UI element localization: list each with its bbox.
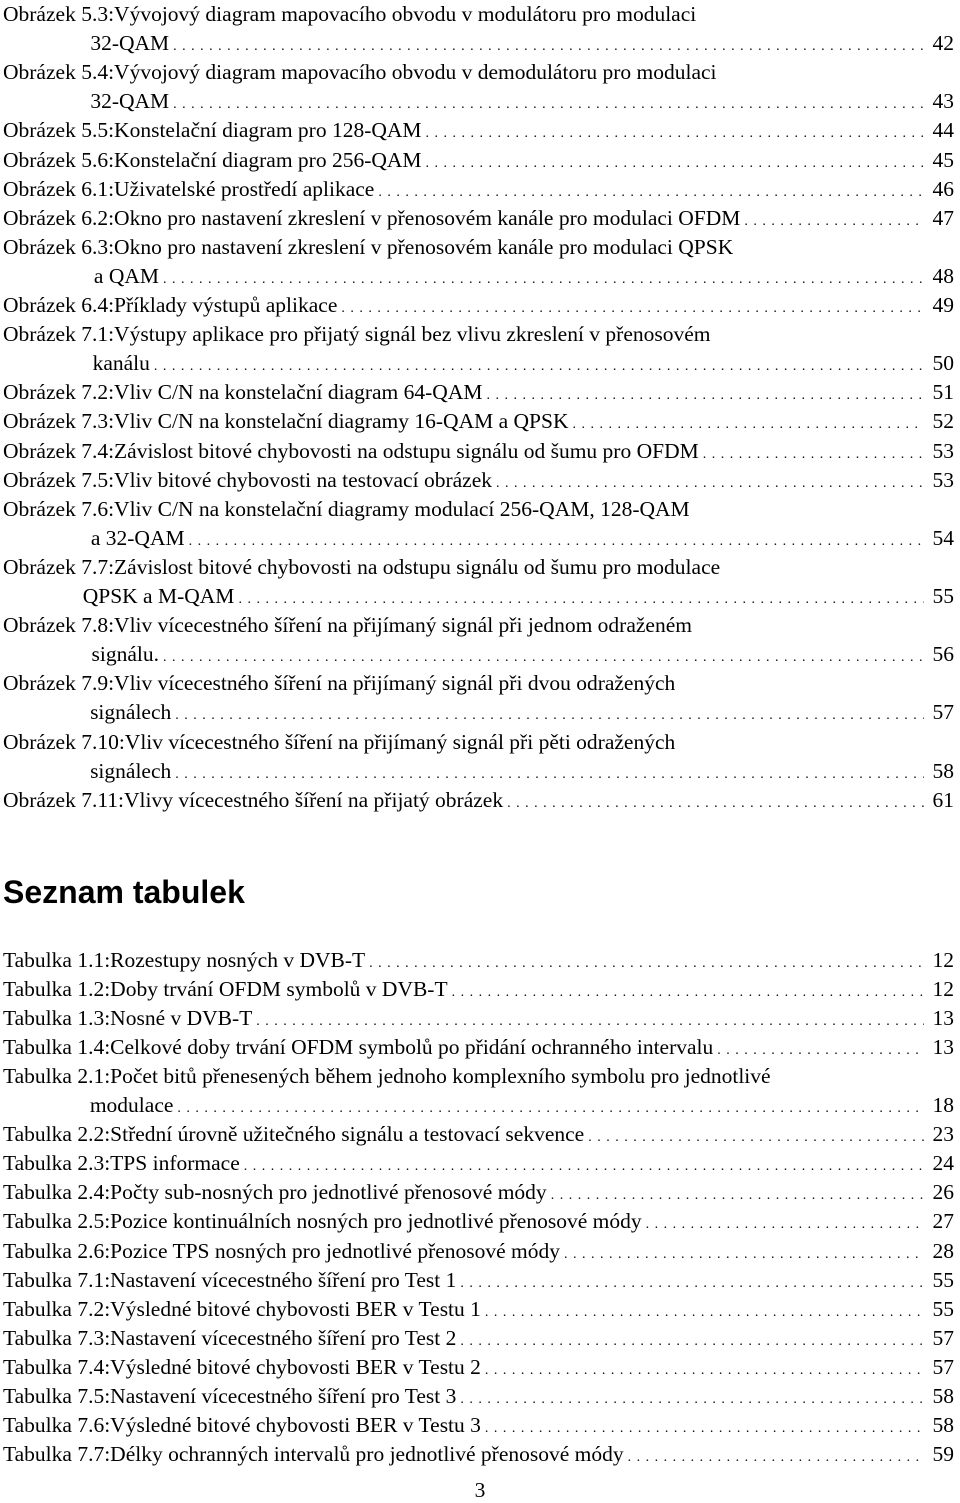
dot-leader: [485, 1414, 924, 1443]
entry-number: Tabulka 7.6:: [3, 1412, 111, 1437]
entry-number: Tabulka 7.1:: [3, 1267, 111, 1292]
dot-leader: [572, 410, 924, 439]
entry-title: Doby trvání OFDM symbolů v DVB-T: [110, 977, 448, 1002]
figure-entry-line: [3, 29, 954, 58]
entry-title: Závislost bitové chybovosti na odstupu signálu od šumu pro modulace: [114, 554, 721, 579]
entry-title: Příklady výstupů aplikace: [114, 293, 338, 317]
dot-leader: [175, 701, 924, 730]
entry-title: Nastavení vícecestného šíření pro Test 3: [110, 1383, 457, 1408]
figure-entry-line: [3, 524, 954, 553]
dot-leader: [551, 1181, 924, 1210]
entry-page-number: 58: [932, 758, 954, 783]
entry-title: Počet bitů přenesených během jednoho komplexního symbolu pro jednotlivé: [110, 1064, 771, 1089]
entry-number: Obrázek 6.2:: [3, 205, 115, 230]
figure-entry-line: [3, 262, 954, 291]
entry-number: Tabulka 1.4:: [3, 1035, 111, 1060]
entry-number: Tabulka 2.3:: [3, 1151, 111, 1176]
entry-title: Okno pro nastavení zkreslení v přenosovém kanále pro modulaci OFDM: [114, 205, 741, 230]
entry-page-number: 55: [932, 1267, 954, 1292]
entry-title: Vývojový diagram mapovacího obvodu v modulátoru pro modulaci: [114, 2, 697, 26]
entry-title: Vliv vícecestného šíření na přijímaný signál při dvou odražených: [114, 671, 676, 696]
entry-title: Konstelační diagram pro 256-QAM: [114, 147, 422, 172]
entry-title: Okno pro nastavení zkreslení v přenosovém kanále pro modulaci QPSK: [114, 234, 734, 259]
entry-page-number: 55: [932, 1296, 954, 1321]
entry-title: Pozice TPS nosných pro jednotlivé přenosové módy: [110, 1238, 561, 1263]
dot-leader: [485, 1356, 924, 1385]
entry-page-number: 43: [932, 89, 954, 114]
figure-entry-line: [3, 466, 954, 495]
entry-page-number: 52: [932, 409, 954, 434]
dot-leader: [507, 789, 924, 818]
entry-page-number: 28: [932, 1238, 954, 1263]
entry-page-number: 27: [932, 1209, 954, 1234]
entry-page-number: 42: [932, 31, 954, 56]
entry-page-number: 48: [932, 263, 954, 288]
figure-entry-line: [3, 495, 954, 524]
entry-number: Obrázek 6.3:: [3, 234, 115, 259]
table-entry-line: [3, 1178, 954, 1207]
entry-page-number: 56: [932, 642, 954, 667]
entry-title: Výsledné bitové chybovosti BER v Testu 2: [110, 1354, 481, 1379]
page-number: 3: [474, 1478, 486, 1502]
figure-entry-line: [3, 669, 954, 698]
entry-title: signálech: [90, 758, 172, 783]
dot-leader: [378, 178, 924, 207]
entry-number: Obrázek 7.7:: [3, 554, 115, 579]
entry-number: Obrázek 6.1:: [3, 176, 115, 201]
table-entry-line: [3, 1033, 954, 1062]
entry-title: signálu.: [91, 642, 159, 667]
entry-page-number: 59: [932, 1441, 954, 1466]
entry-number: Obrázek 7.9:: [3, 671, 115, 696]
table-entry-line: [3, 1440, 954, 1469]
entry-title: Vliv C/N na konstelační diagramy modulací 256-QAM, 128-QAM: [114, 496, 690, 521]
entry-number: Obrázek 6.4:: [3, 293, 115, 317]
dot-leader: [717, 1036, 924, 1065]
dot-leader: [744, 207, 924, 236]
figure-entry-line: [3, 87, 954, 116]
dot-leader: [173, 90, 924, 119]
entry-number: Obrázek 5.6:: [3, 147, 115, 172]
entry-title: modulace: [89, 1093, 174, 1118]
table-entry-line: [3, 1382, 954, 1411]
entry-number: Tabulka 7.4:: [3, 1354, 111, 1379]
entry-number: Tabulka 1.1:: [3, 948, 111, 972]
dot-leader: [485, 1298, 924, 1327]
entry-page-number: 26: [932, 1180, 954, 1205]
dot-leader: [173, 32, 924, 61]
entry-title: 32-QAM: [90, 89, 170, 114]
entry-number: Tabulka 7.5:: [3, 1383, 111, 1408]
dot-leader: [238, 585, 924, 614]
figure-entry-line: [3, 553, 954, 582]
dot-leader: [244, 1152, 924, 1181]
entry-title: Výsledné bitové chybovosti BER v Testu 3: [110, 1412, 481, 1437]
entry-page-number: 18: [932, 1093, 954, 1118]
entry-number: Obrázek 5.3:: [3, 2, 115, 26]
figure-entry-line: [3, 320, 954, 349]
entry-number: Obrázek 7.10:: [3, 729, 125, 754]
figure-entry-line: [3, 437, 954, 466]
entry-number: Obrázek 7.1:: [3, 322, 115, 347]
entry-page-number: 57: [932, 1325, 954, 1350]
entry-title: Rozestupy nosných v DVB-T: [110, 948, 366, 972]
figure-entry-line: [3, 58, 954, 87]
figure-entry-line: [3, 291, 954, 320]
entry-title: Výsledné bitové chybovosti BER v Testu 1: [110, 1296, 481, 1321]
table-entry-line: [3, 1324, 954, 1353]
entry-number: Tabulka 7.2:: [3, 1296, 111, 1321]
entry-title: signálech: [90, 700, 172, 725]
dot-leader: [460, 1269, 924, 1298]
entry-title: TPS informace: [110, 1151, 240, 1176]
entry-page-number: 12: [932, 948, 954, 972]
entry-number: Tabulka 1.2:: [3, 977, 111, 1002]
entry-title: a 32-QAM: [90, 525, 185, 550]
figure-entry-line: [3, 0, 954, 29]
table-entry-line: [3, 1411, 954, 1440]
entry-page-number: 45: [932, 147, 954, 172]
table-entry-line: [3, 1266, 954, 1295]
entry-number: Tabulka 2.1:: [3, 1064, 111, 1089]
entry-number: Obrázek 7.11:: [3, 787, 124, 812]
dot-leader: [163, 643, 924, 672]
entry-number: Obrázek 7.3:: [3, 409, 115, 434]
entry-page-number: 57: [932, 700, 954, 725]
dot-leader: [460, 1327, 924, 1356]
entry-title: Uživatelské prostředí aplikace: [114, 176, 375, 201]
dot-leader: [369, 949, 924, 978]
entry-page-number: 58: [932, 1383, 954, 1408]
table-entry-line: [3, 1207, 954, 1236]
entry-title: a QAM: [93, 263, 160, 288]
entry-page-number: 58: [932, 1412, 954, 1437]
entry-page-number: 61: [932, 787, 954, 812]
entry-number: Tabulka 7.7:: [3, 1441, 111, 1466]
entry-title: QPSK a M-QAM: [82, 584, 235, 608]
figure-entry-line: [3, 204, 954, 233]
dot-leader: [460, 1385, 924, 1414]
dot-leader: [646, 1210, 924, 1239]
entry-page-number: 12: [932, 977, 954, 1002]
entry-number: Tabulka 2.6:: [3, 1238, 111, 1263]
entry-number: Tabulka 2.2:: [3, 1122, 111, 1147]
table-entry-line: [3, 1120, 954, 1149]
dot-leader: [628, 1443, 924, 1472]
dot-leader: [341, 294, 924, 323]
entry-page-number: 13: [932, 1035, 954, 1060]
dot-leader: [177, 1094, 924, 1123]
entry-page-number: 50: [932, 351, 954, 376]
dot-leader: [154, 352, 924, 381]
entry-title: Vliv vícecestného šíření na přijímaný signál při jednom odraženém: [114, 613, 692, 638]
entry-page-number: 49: [932, 293, 954, 317]
dot-leader: [163, 265, 924, 294]
entry-page-number: 46: [932, 176, 954, 201]
entry-number: Obrázek 7.8:: [3, 613, 115, 638]
entry-number: Obrázek 5.4:: [3, 60, 115, 85]
figure-entry-line: [3, 582, 954, 611]
dot-leader: [189, 527, 924, 556]
figure-entry-line: [3, 786, 954, 815]
figure-entry-line: [3, 146, 954, 175]
entry-page-number: 53: [932, 438, 954, 463]
dot-leader: [486, 381, 924, 410]
figure-entry-line: [3, 640, 954, 669]
table-entry-line: [3, 975, 954, 1004]
figure-entry-line: [3, 233, 954, 262]
entry-title: Vývojový diagram mapovacího obvodu v demodulátoru pro modulaci: [114, 60, 717, 85]
section-heading: Seznam tabulek: [3, 874, 245, 910]
entry-title: Střední úrovně užitečného signálu a testovací sekvence: [110, 1122, 585, 1147]
figure-entry-line: [3, 407, 954, 436]
entry-page-number: 13: [932, 1006, 954, 1031]
table-entry-line: [3, 1295, 954, 1324]
dot-leader: [256, 1007, 924, 1036]
entry-number: Obrázek 7.6:: [3, 496, 115, 521]
dot-leader: [588, 1123, 924, 1152]
figure-entry-line: [3, 728, 954, 757]
dot-leader: [426, 119, 924, 148]
dot-leader: [426, 149, 924, 178]
entry-title: Konstelační diagram pro 128-QAM: [114, 118, 422, 143]
entry-number: Tabulka 2.4:: [3, 1180, 111, 1205]
entry-number: Tabulka 1.3:: [3, 1006, 111, 1031]
entry-title: Nastavení vícecestného šíření pro Test 1: [110, 1267, 457, 1292]
entry-page-number: 57: [932, 1354, 954, 1379]
entry-number: Obrázek 5.5:: [3, 118, 115, 143]
figure-entry-line: [3, 175, 954, 204]
table-entry-line: [3, 1062, 954, 1091]
figure-entry-line: [3, 757, 954, 786]
dot-leader: [703, 440, 924, 469]
table-entry-line: [3, 1237, 954, 1266]
entry-page-number: 24: [932, 1151, 954, 1176]
entry-title: Nosné v DVB-T: [110, 1006, 253, 1031]
entry-number: Obrázek 7.5:: [3, 467, 115, 492]
figure-entry-line: [3, 116, 954, 145]
entry-title: Celkové doby trvání OFDM symbolů po přidání ochranného intervalu: [110, 1035, 714, 1060]
figure-entry-line: [3, 378, 954, 407]
entry-title: Vliv C/N na konstelační diagramy 16-QAM a QPSK: [114, 409, 569, 434]
entry-title: Vliv vícecestného šíření na přijímaný signál při pěti odražených: [124, 729, 676, 754]
entry-title: Výstupy aplikace pro přijatý signál bez vlivu zkreslení v přenosovém: [114, 322, 711, 347]
dot-leader: [452, 978, 924, 1007]
figure-entry-line: [3, 349, 954, 378]
entry-number: Obrázek 7.4:: [3, 438, 115, 463]
entry-page-number: 23: [932, 1122, 954, 1147]
entry-page-number: 44: [932, 118, 954, 143]
entry-title: Vliv bitové chybovosti na testovací obrázek: [114, 467, 492, 492]
dot-leader: [564, 1240, 924, 1269]
entry-page-number: 55: [932, 584, 954, 608]
entry-page-number: 47: [932, 205, 954, 230]
entry-number: Tabulka 7.3:: [3, 1325, 111, 1350]
dot-leader: [175, 760, 924, 789]
entry-title: Vlivy vícecestného šíření na přijatý obrázek: [124, 787, 504, 812]
table-entry-line: [3, 1353, 954, 1382]
entry-title: Délky ochranných intervalů pro jednotlivé přenosové módy: [110, 1441, 624, 1466]
figure-entry-line: [3, 698, 954, 727]
entry-title: 32-QAM: [90, 31, 170, 56]
entry-title: Nastavení vícecestného šíření pro Test 2: [110, 1325, 457, 1350]
entry-number: Obrázek 7.2:: [3, 380, 115, 405]
entry-page-number: 51: [932, 380, 954, 405]
figure-entry-line: [3, 611, 954, 640]
entry-number: Tabulka 2.5:: [3, 1209, 111, 1234]
entry-title: kanálu: [92, 351, 150, 376]
entry-page-number: 54: [932, 525, 954, 550]
dot-leader: [496, 469, 924, 498]
entry-title: Závislost bitové chybovosti na odstupu signálu od šumu pro OFDM: [114, 438, 699, 463]
table-entry-line: [3, 1091, 954, 1120]
entry-page-number: 53: [932, 467, 954, 492]
table-entry-line: [3, 1149, 954, 1178]
table-entry-line: [3, 946, 954, 975]
table-entry-line: [3, 1004, 954, 1033]
entry-title: Počty sub-nosných pro jednotlivé přenosové módy: [110, 1180, 547, 1205]
entry-title: Vliv C/N na konstelační diagram 64-QAM: [114, 380, 483, 405]
entry-title: Pozice kontinuálních nosných pro jednotlivé přenosové módy: [110, 1209, 642, 1234]
